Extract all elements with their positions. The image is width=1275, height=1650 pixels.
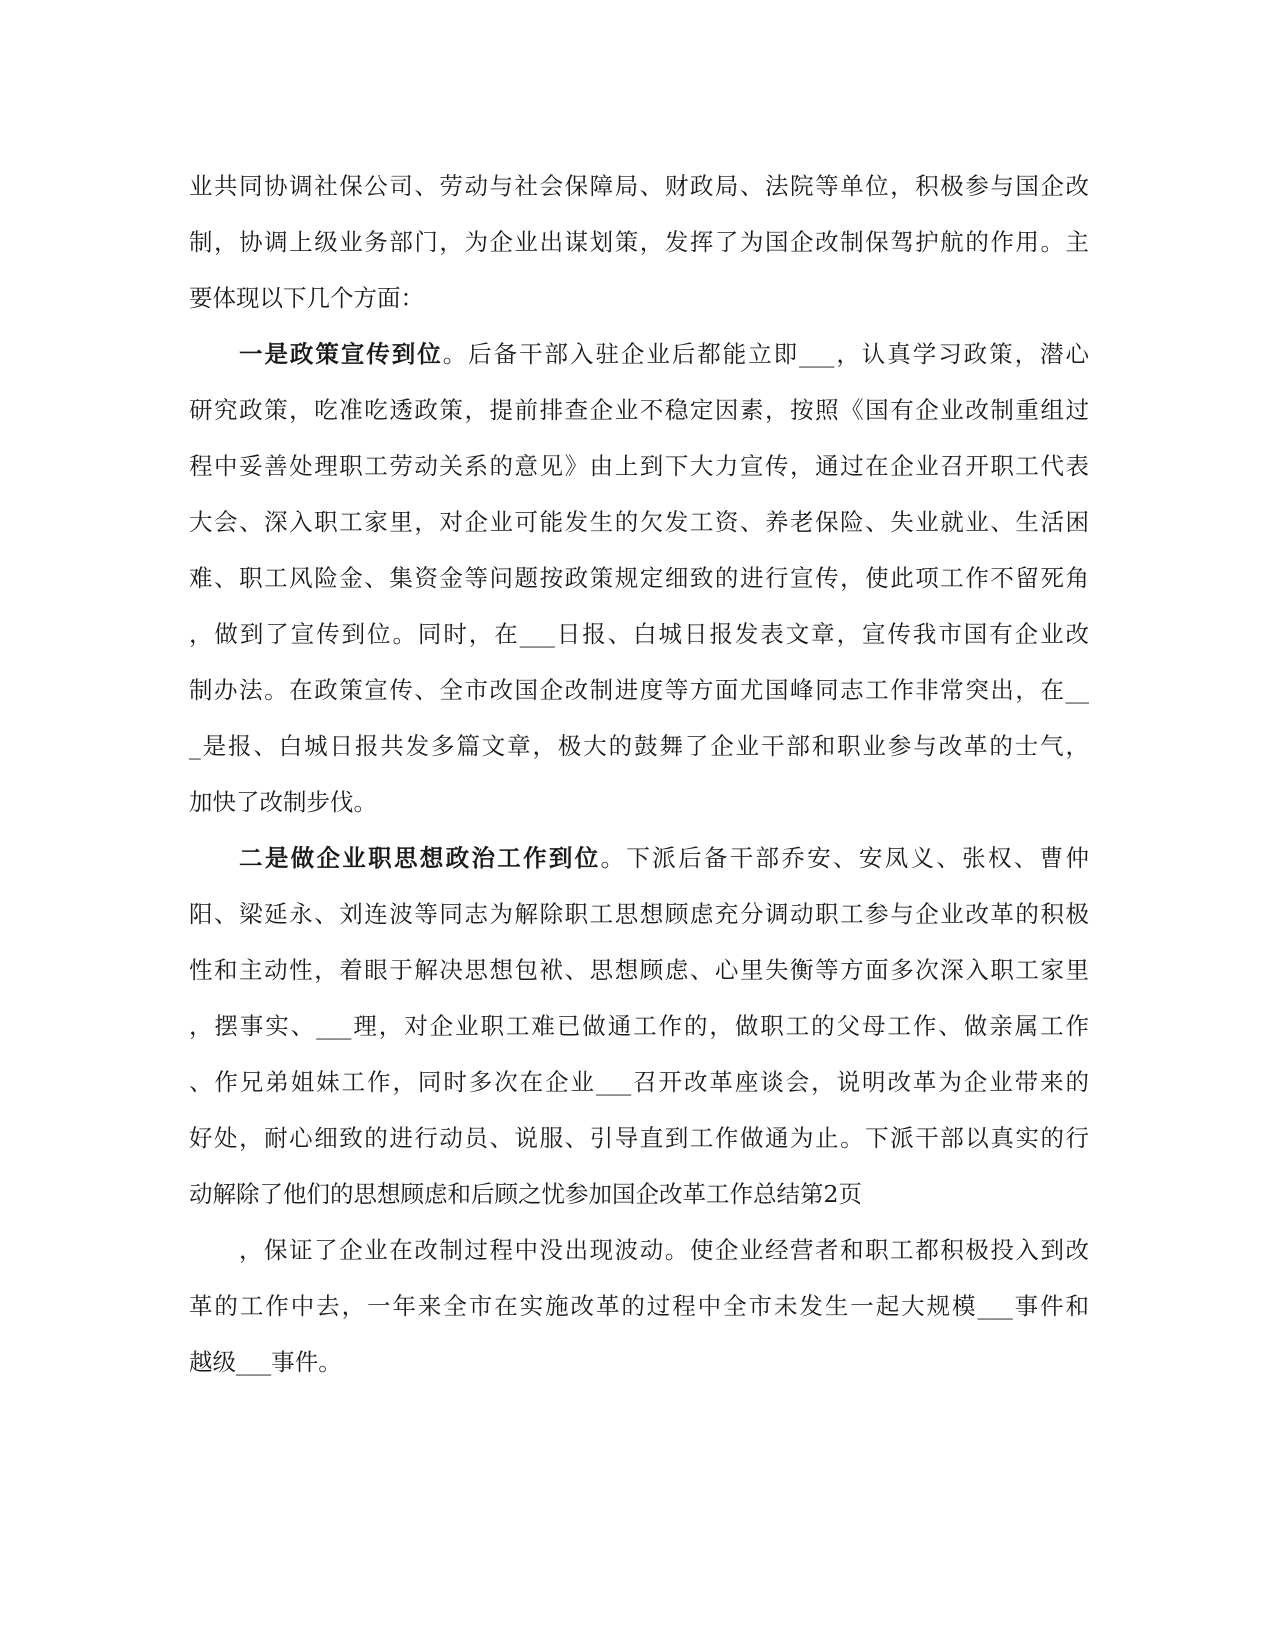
section2-heading: 二是做企业职思想政治工作到位 (239, 844, 601, 872)
section1-line: 加快了改制步伐。 (189, 788, 377, 816)
section1-heading: 一是政策宣传到位 (239, 340, 443, 368)
section1-first-line-text: 。后备干部入驻企业后都能立即___，认真学习政策，潜心 (442, 340, 1089, 368)
intro-line-2: 制，协调上级业务部门，为企业出谋划策，发挥了为国企改制保驾护航的作用。主 (189, 228, 1089, 256)
section1-line: _是报、白城日报共发多篇文章，极大的鼓舞了企业干部和职业参与改革的士气， (189, 732, 1089, 760)
section2-first-line (239, 838, 1089, 878)
section1-line: 大会、深入职工家里，对企业可能发生的欠发工资、养老保险、失业就业、生活困 (189, 508, 1089, 536)
intro-line-1: 业共同协调社保公司、劳动与社会保障局、财政局、法院等单位，积极参与国企改 (189, 172, 1089, 200)
section2-line: 、作兄弟姐妹工作，同时多次在企业___召开改革座谈会，说明改革为企业带来的 (189, 1068, 1089, 1096)
section2-first-line-text: 。下派后备干部乔安、安凤义、张权、曹仲 (600, 844, 1089, 872)
section1-line: 制办法。在政策宣传、全市改国企改制进度等方面尤国峰同志工作非常突出，在__ (189, 676, 1089, 704)
section1-first-line (239, 334, 1089, 374)
section2-line: 动解除了他们的思想顾虑和后顾之忧参加国企改革工作总结第2页 (189, 1180, 862, 1208)
section3-line: 革的工作中去，一年来全市在实施改革的过程中全市未发生一起大规模___事件和 (189, 1292, 1089, 1320)
section3-line: 越级___事件。 (189, 1348, 342, 1376)
section1-line: 难、职工风险金、集资金等问题按政策规定细致的进行宣传，使此项工作不留死角 (189, 564, 1089, 592)
section2-line: 阳、梁延永、刘连波等同志为解除职工思想顾虑充分调动职工参与企业改革的积极 (189, 900, 1089, 928)
section2-line: ，摆事实、___理，对企业职工难已做通工作的，做职工的父母工作、做亲属工作 (189, 1012, 1089, 1040)
section3-first-line: ，保证了企业在改制过程中没出现波动。使企业经营者和职工都积极投入到改 (239, 1236, 1089, 1264)
section2-line: 性和主动性，着眼于解决思想包袱、思想顾虑、心里失衡等方面多次深入职工家里 (189, 956, 1089, 984)
section1-line: 程中妥善处理职工劳动关系的意见》由上到下大力宣传，通过在企业召开职工代表 (189, 452, 1089, 480)
section1-line: 研究政策，吃准吃透政策，提前排查企业不稳定因素，按照《国有企业改制重组过 (189, 396, 1089, 424)
section1-line: ，做到了宣传到位。同时，在___日报、白城日报发表文章，宣传我市国有企业改 (189, 620, 1089, 648)
section2-line: 好处，耐心细致的进行动员、说服、引导直到工作做通为止。下派干部以真实的行 (189, 1124, 1089, 1152)
intro-line-3: 要体现以下几个方面： (189, 284, 424, 312)
